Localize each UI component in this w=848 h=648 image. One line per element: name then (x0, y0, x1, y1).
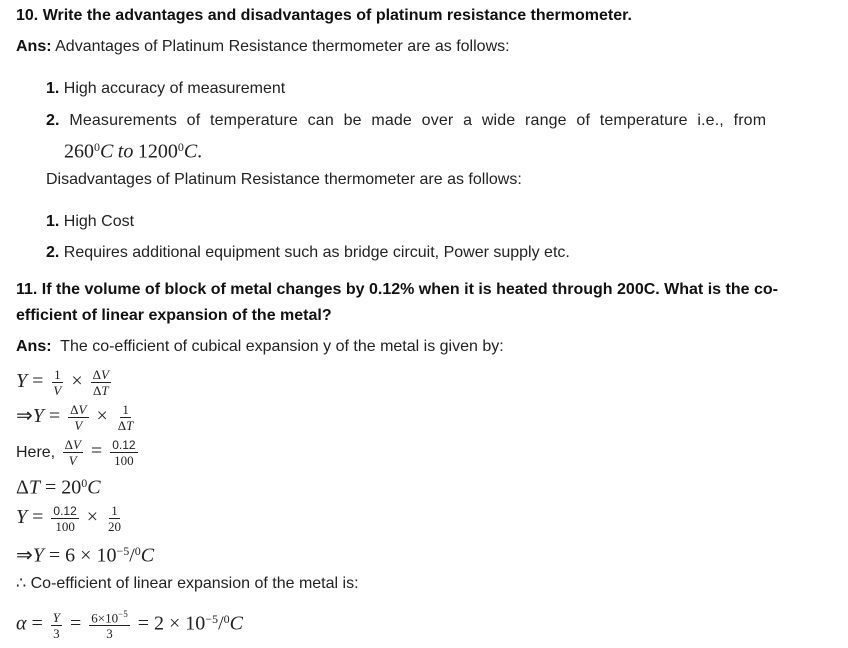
question-10-title: 10. Write the advantages and disadvantages of platinum resistance thermometer. (16, 7, 632, 24)
ans-label: Ans: (16, 338, 52, 355)
value-100: 100 (114, 452, 134, 468)
value-0-12: 0.12 (53, 503, 77, 518)
temperature-range: $260^0C$ to 1200$^0$C. (64, 140, 203, 163)
denominator-3: 3 (53, 625, 60, 641)
exponent: −5 (118, 608, 128, 619)
delta-t-value: 20 (61, 476, 82, 499)
range-to: to (117, 140, 134, 163)
value-0-12: 0.12 (112, 437, 136, 452)
exponent: −5 (116, 544, 130, 558)
list-text: Measurements of temperature can be made over a wide range of temperature i.e., from (69, 112, 767, 129)
ans-label: Ans: (16, 38, 52, 55)
range-end: 1200 (137, 140, 178, 163)
list-number: 2. (46, 112, 60, 129)
equation-6: ⇒Y = $6 \times 10^{-5}/^0C$ (16, 544, 155, 567)
question-11-title-line1: 11. If the volume of block of metal changes by 0.12% when it is heated through 200C. What is the co- (16, 281, 778, 298)
question-11-title-line2: efficient of linear expansion of the metal? (16, 307, 332, 324)
equation-7: α = $\frac{Y}{3}$ = $\frac{6\times 10^{-5}}{3}$ = $2 \times 10^{-5}/^0C$ (16, 608, 243, 642)
list-item (46, 111, 844, 131)
list-text: Requires additional equipment such as bridge circuit, Power supply etc. (63, 244, 570, 261)
alpha-value: 2 × 10 (154, 612, 206, 635)
list-item (46, 243, 570, 263)
equation-2: ⇒Y = $\frac{\Delta V}{V}$ × $\frac{1}{\Delta T}$ (16, 402, 134, 434)
list-number: 1. (46, 213, 60, 230)
range-start: 260 (64, 140, 94, 163)
equation-5: Y = $\frac{0.12}{100}$ × $\frac{1}{20}$ (16, 503, 122, 535)
list-text: High accuracy of measurement (63, 80, 286, 97)
alpha-numerator: 6×10 (91, 610, 119, 626)
disadvantages-intro: Disadvantages of Platinum Resistance thermometer are as follows: (46, 171, 522, 188)
list-number: 2. (46, 244, 60, 261)
list-number: 1. (46, 80, 60, 97)
equation-1: Y = $\frac{1}{V}$ × $\frac{\Delta V}{\Delta T}$ (16, 367, 109, 399)
equation-4: $\Delta T = 20^0C$ (16, 476, 101, 499)
list-text: High Cost (63, 213, 135, 230)
therefore-line: ∴ Co-efficient of linear expansion of the metal is: (16, 575, 359, 592)
list-item (46, 212, 134, 232)
advantages-intro: Advantages of Platinum Resistance thermometer are as follows: (55, 38, 510, 55)
y-value: 6 × 10 (65, 544, 117, 567)
value-20: 20 (108, 519, 122, 535)
q10-answer-intro (16, 37, 510, 57)
value-1: 1 (111, 503, 118, 519)
list-item (46, 79, 285, 99)
denominator-3: 3 (106, 626, 113, 642)
equation-3: Here, $\frac{\Delta V}{V}$ = $\frac{0.12}{100}$ (16, 437, 136, 469)
cubical-intro: The co-efficient of cubical expansion y of the metal is given by: (60, 338, 504, 355)
here-label: Here, (16, 444, 56, 461)
exponent: −5 (205, 612, 219, 626)
q11-answer-intro (16, 337, 504, 357)
value-100: 100 (55, 518, 75, 534)
